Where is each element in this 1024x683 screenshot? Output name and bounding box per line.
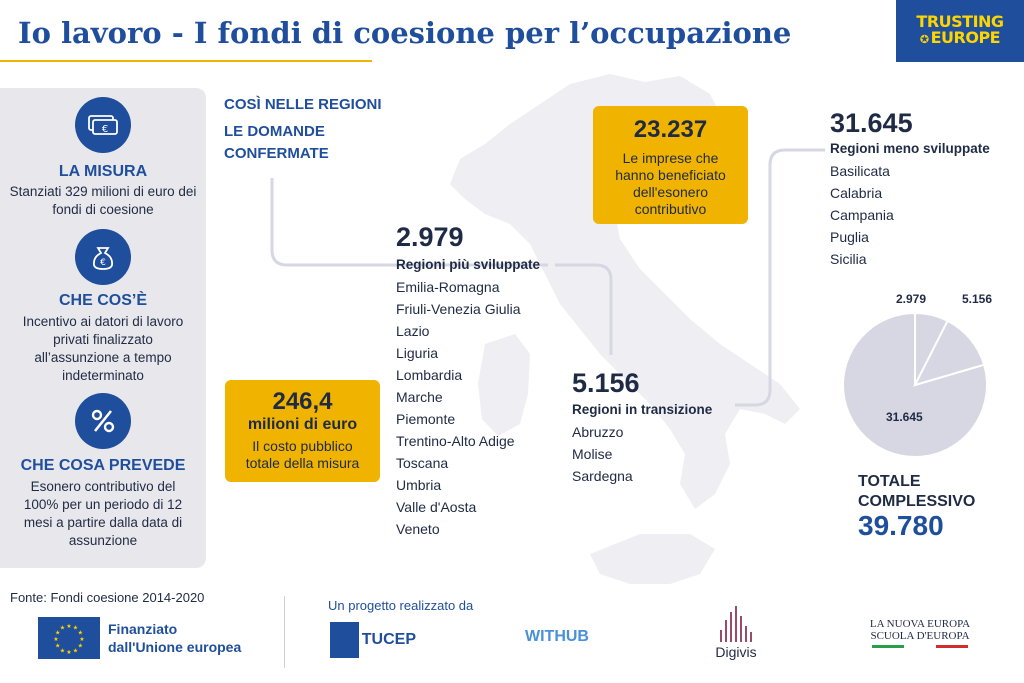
transition-label: Regioni in transizione (572, 402, 713, 417)
cost-unit: milioni di euro (247, 416, 358, 433)
region-item: Abruzzo (572, 424, 624, 440)
eu-flag-icon (38, 617, 100, 659)
region-item: Toscana (396, 455, 449, 471)
companies-value: 23.237 (633, 116, 708, 143)
total-value: 39.780 (858, 510, 944, 541)
footer-divider (284, 596, 285, 668)
developed-region-list (396, 276, 521, 540)
transition-region-list (572, 421, 633, 487)
measure-text: Stanziati 329 milioni di euro dei fondi di coesione (9, 184, 197, 217)
less-developed-label: Regioni meno sviluppate (830, 141, 990, 156)
title-underline (0, 60, 372, 62)
region-item: Umbria (396, 477, 442, 493)
eu-star: ★ (59, 625, 66, 632)
measure-title: LA MISURA (58, 163, 148, 180)
region-item: Sicilia (830, 251, 867, 267)
withub-logo: WITHUB (525, 628, 589, 645)
region-item: Campania (830, 207, 894, 223)
less-developed-region-list (830, 160, 894, 270)
transition-value: 5.156 (572, 368, 640, 398)
nuova-europa-logo: LA NUOVA EUROPA SCUOLA D'EUROPA (860, 618, 980, 648)
sidebar-panel (0, 88, 206, 568)
svg-text:€: € (100, 258, 106, 268)
region-item: Trentino-Alto Adige (396, 433, 515, 449)
eu-star: ★ (55, 643, 61, 650)
region-item: Marche (396, 389, 443, 405)
pie-label-transition: 5.156 (962, 292, 993, 306)
region-item: Lazio (396, 323, 430, 339)
eu-star: ★ (77, 643, 83, 650)
region-item: Friuli-Venezia Giulia (396, 301, 521, 317)
cost-text: Il costo pubblico totale della misura (245, 438, 360, 471)
eu-star: ★ (72, 625, 79, 632)
what-is-title: CHE COS’È (58, 292, 147, 309)
eu-star: ★ (53, 637, 59, 643)
eu-star: ★ (77, 630, 83, 637)
eu-star: ★ (66, 624, 72, 630)
developed-label: Regioni più sviluppate (396, 257, 541, 272)
region-item: Puglia (830, 229, 869, 245)
trusting-europe-logo (896, 0, 1024, 62)
eu-star: ★ (55, 630, 61, 637)
money-stack-icon (75, 97, 131, 153)
cost-value: 246,4 (272, 388, 333, 415)
logo-line1: TRUSTING (916, 12, 1004, 31)
companies-text: Le imprese che hanno beneficiato dell'esonero contributivo (615, 150, 726, 217)
regions-heading-line2: LE DOMANDE (224, 123, 325, 140)
region-item: Veneto (396, 521, 440, 537)
page-title: Io lavoro - I fondi di coesione per l’occupazione (18, 16, 792, 50)
eu-funding-text: Finanziato dall'Unione europea (108, 621, 242, 655)
pie-chart (840, 310, 990, 460)
svg-text:€: € (101, 124, 109, 135)
source-note: Fonte: Fondi coesione 2014-2020 (10, 590, 205, 605)
region-item: Sardegna (572, 468, 633, 484)
cost-box (225, 380, 380, 482)
pie-label-less-developed: 31.645 (886, 410, 923, 424)
eu-stars-icon: ✪ (919, 33, 929, 46)
region-item: Lombardia (396, 367, 463, 383)
eu-star: ★ (59, 648, 66, 655)
pie-label-developed: 2.979 (896, 292, 927, 306)
tucep-mark-icon (330, 622, 359, 658)
region-item: Basilicata (830, 163, 890, 179)
provides-text: Esonero contributivo del 100% per un periodo di 12 mesi a partire dalla data di assunzione (23, 479, 183, 548)
region-item: Piemonte (396, 411, 456, 427)
tucep-logo: TUCEP (330, 620, 416, 660)
regions-heading-line1: COSÌ NELLE REGIONI (224, 96, 382, 113)
logo-line2: ✪ EUROPE (919, 28, 1001, 47)
tricolor-stripe (872, 645, 968, 648)
total-label: TOTALE COMPLESSIVO (858, 473, 976, 510)
percent-icon (75, 393, 131, 449)
regions-heading-line3: CONFERMATE (224, 145, 329, 162)
provides-title: CHE COSA PREVEDE (20, 457, 186, 474)
eu-star: ★ (66, 650, 72, 656)
region-item: Emilia-Romagna (396, 279, 500, 295)
project-label: Un progetto realizzato da (328, 598, 474, 613)
developed-value: 2.979 (396, 222, 464, 252)
companies-box (593, 106, 748, 224)
digivis-logo: Digivis (706, 606, 766, 664)
eu-star: ★ (72, 648, 79, 655)
region-item: Liguria (396, 345, 439, 361)
digivis-bars-icon (720, 606, 752, 642)
less-developed-value: 31.645 (830, 108, 913, 138)
money-bag-icon (75, 229, 131, 285)
region-item: Valle d'Aosta (396, 499, 477, 515)
region-item: Molise (572, 446, 613, 462)
what-is-text: Incentivo ai datori di lavoro privati finalizzato all’assunzione a tempo indeterminato (22, 314, 184, 383)
region-item: Calabria (830, 185, 883, 201)
eu-star: ★ (79, 637, 85, 643)
